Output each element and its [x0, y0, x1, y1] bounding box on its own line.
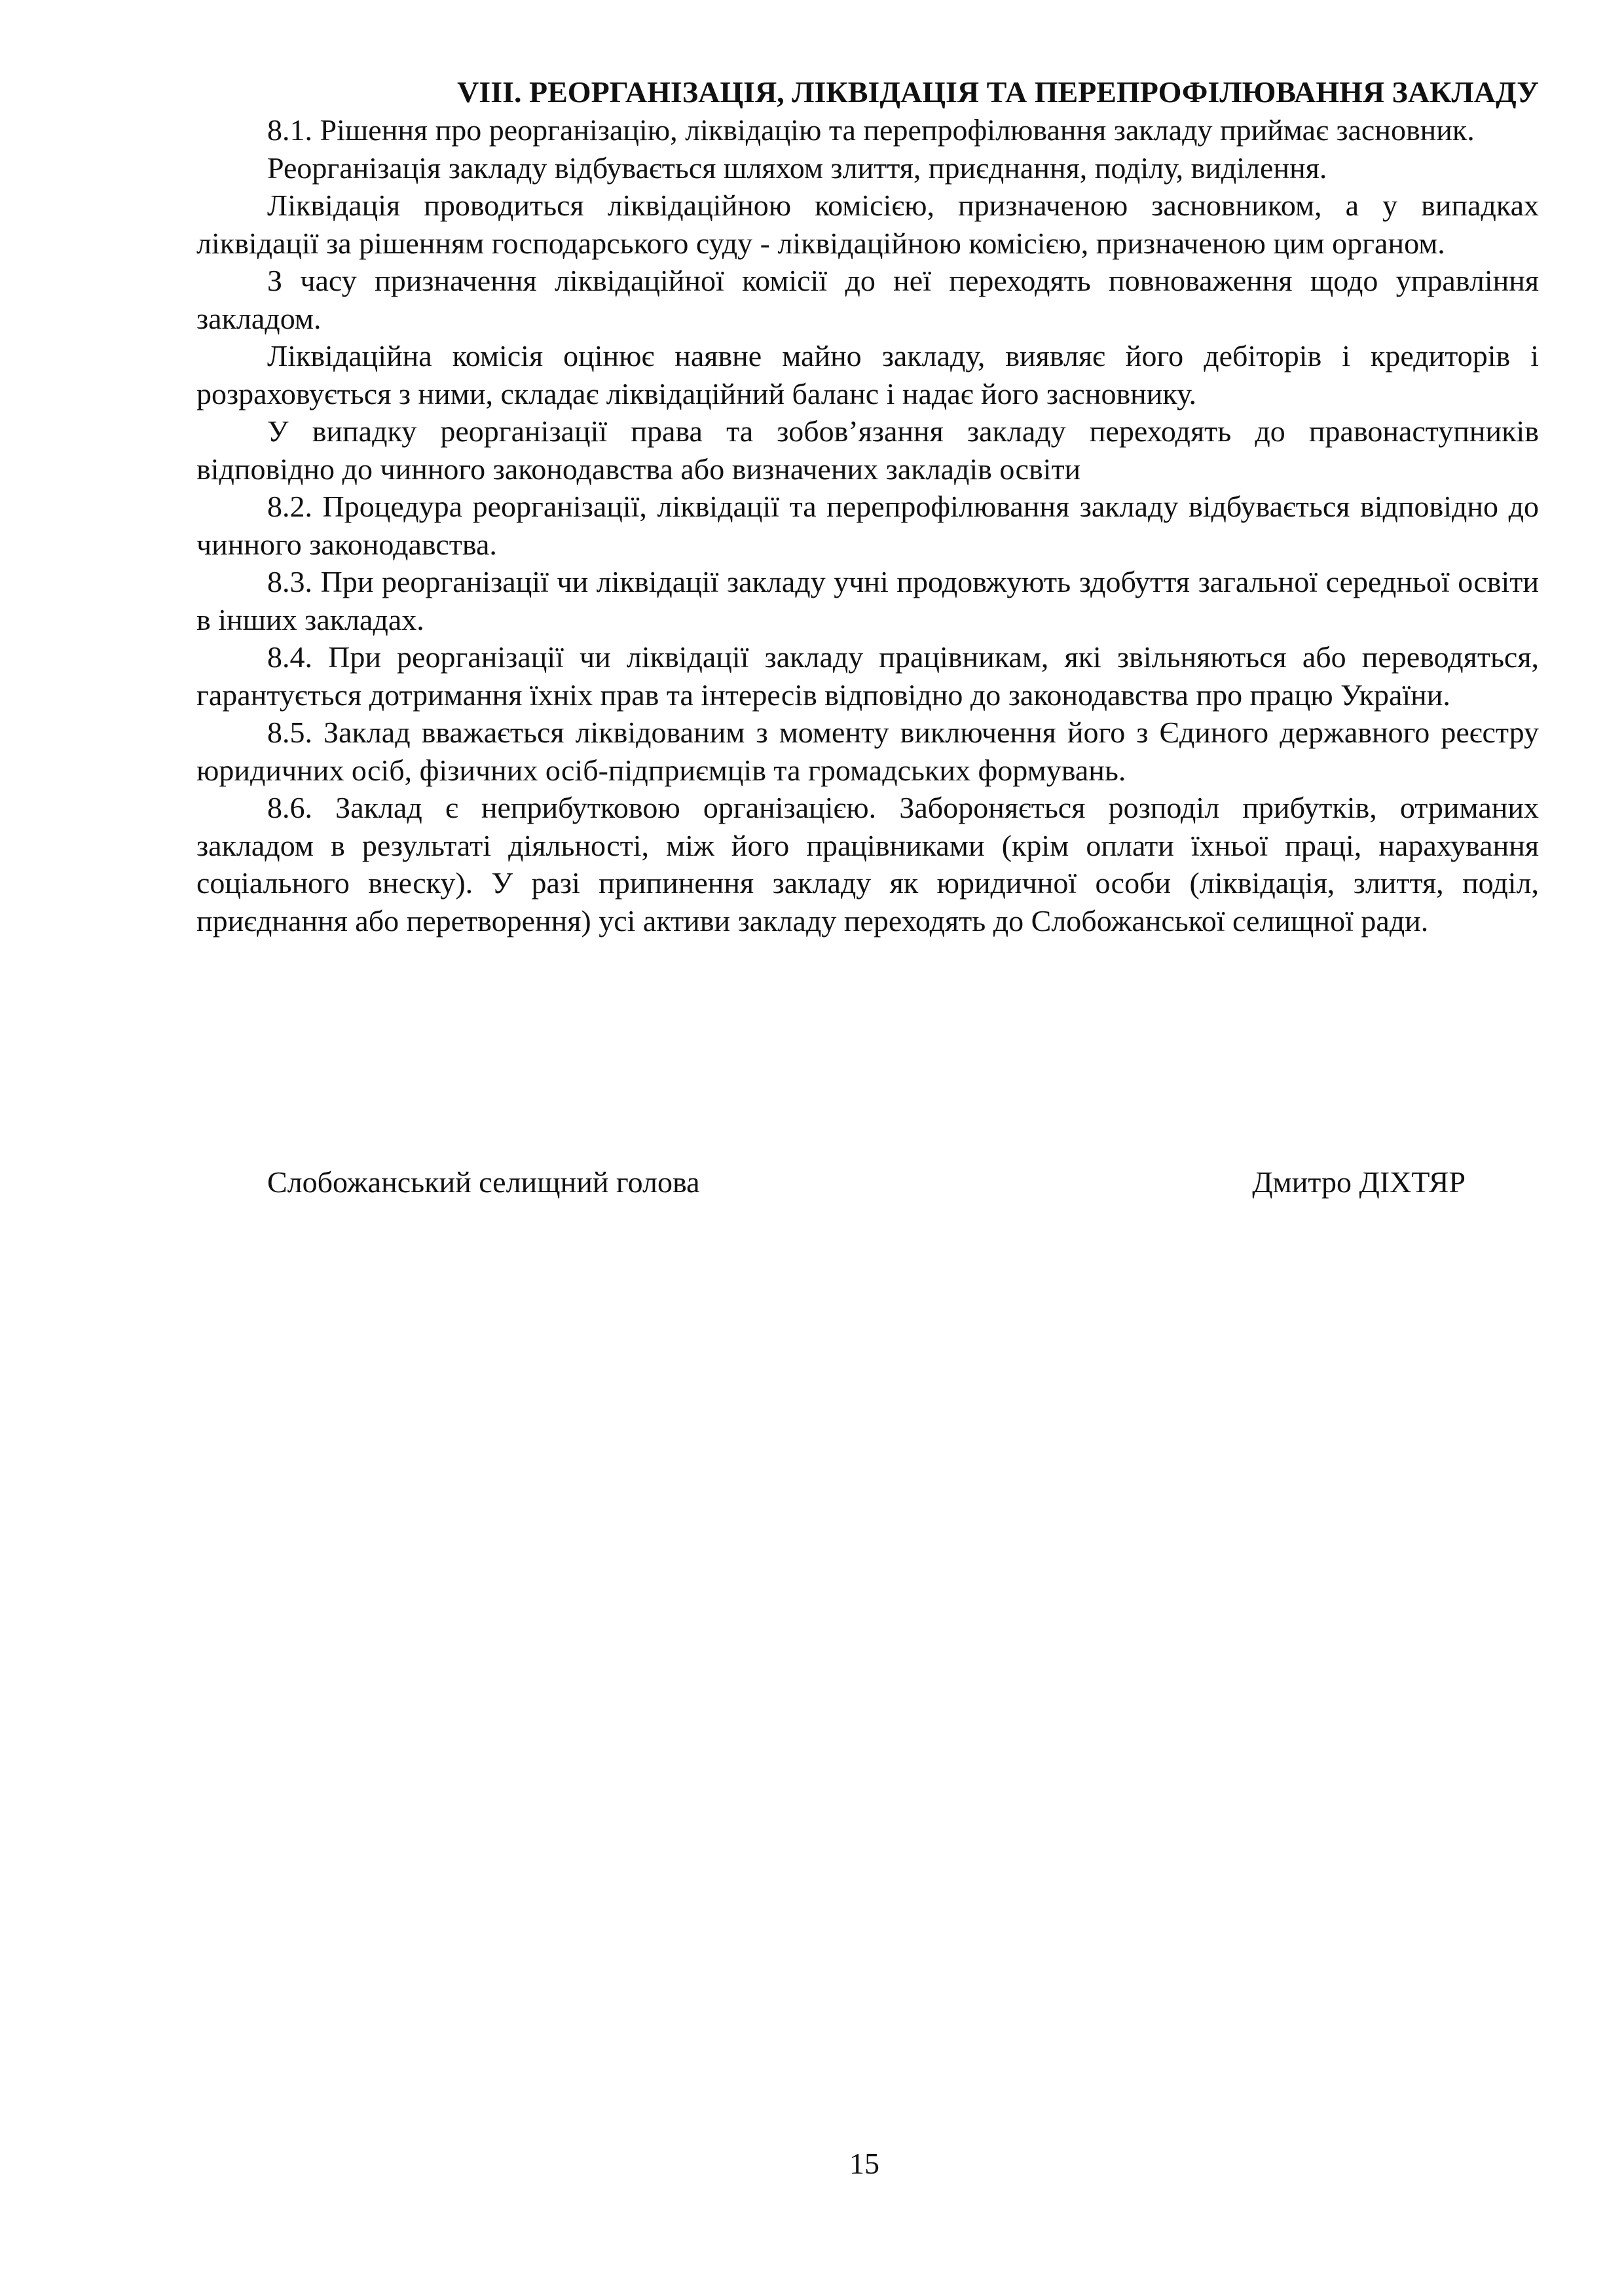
paragraph-8-4: 8.4. При реорганізації чи ліквідації закладу працівникам, які звільняються або переводяться, гарантується дотримання їхніх прав та інтересів відповідно до законодавства про працю України. [196, 640, 1539, 712]
signatory-position: Слобожанський селищний голова [267, 1165, 700, 1199]
paragraph-reorganization: Реорганізація закладу відбувається шляхом злиття, приєднання, поділу, виділення. [267, 151, 1327, 185]
signatory-name: Дмитро ДІХТЯР [1252, 1165, 1466, 1199]
document-body [196, 73, 1539, 939]
paragraph-8-5: 8.5. Заклад вважається ліквідованим з моменту виключення його з Єдиного державного реєстру юридичних осіб, фізичних осіб-підприємців та громадських формувань. [196, 716, 1539, 787]
paragraph-8-6: 8.6. Заклад є неприбутковою організацією. Забороняється розподіл прибутків, отриманих закладом в результаті діяльності, між його працівниками (крім оплати їхньої праці, нарахування соціального внеску). У разі припинення закладу як юридичної особи (ліквідація, злиття, поділ, приєднання або перетворення) усі активи закладу переходять до Слобожанської селищної ради. [196, 791, 1539, 938]
paragraph-liquidation: Ліквідація проводиться ліквідаційною комісією, призначеною засновником, а у випадках ліквідації за рішенням господарського суду - ліквідаційною комісією, призначеною цим органом. [196, 189, 1539, 260]
paragraph-commission-powers: З часу призначення ліквідаційної комісії до неї переходять повноваження щодо управління закладом. [196, 264, 1539, 335]
paragraph-commission-duties: Ліквідаційна комісія оцінює наявне майно закладу, виявляє його дебіторів і кредиторів і розраховується з ними, складає ліквідаційний баланс і надає його засновнику. [196, 339, 1539, 410]
page-number: 15 [849, 2147, 879, 2180]
paragraph-8-2: 8.2. Процедура реорганізації, ліквідації та перепрофілювання закладу відбувається відповідно до чинного законодавства. [196, 490, 1539, 561]
paragraph-8-3: 8.3. При реорганізації чи ліквідації закладу учні продовжують здобуття загальної середньої освіти в інших закладах. [196, 565, 1539, 636]
paragraph-8-1: 8.1. Рішення про реорганізацію, ліквідацію та перепрофілювання закладу приймає засновник. [267, 113, 1475, 147]
paragraph-successors: У випадку реорганізації права та зобов’язання закладу переходять до правонаступників відповідно до чинного законодавства або визначених закладів освіти [196, 414, 1539, 486]
section-title: VIII. РЕОРГАНІЗАЦІЯ, ЛІКВІДАЦІЯ ТА ПЕРЕПРОФІЛЮВАННЯ ЗАКЛАДУ [457, 75, 1539, 109]
